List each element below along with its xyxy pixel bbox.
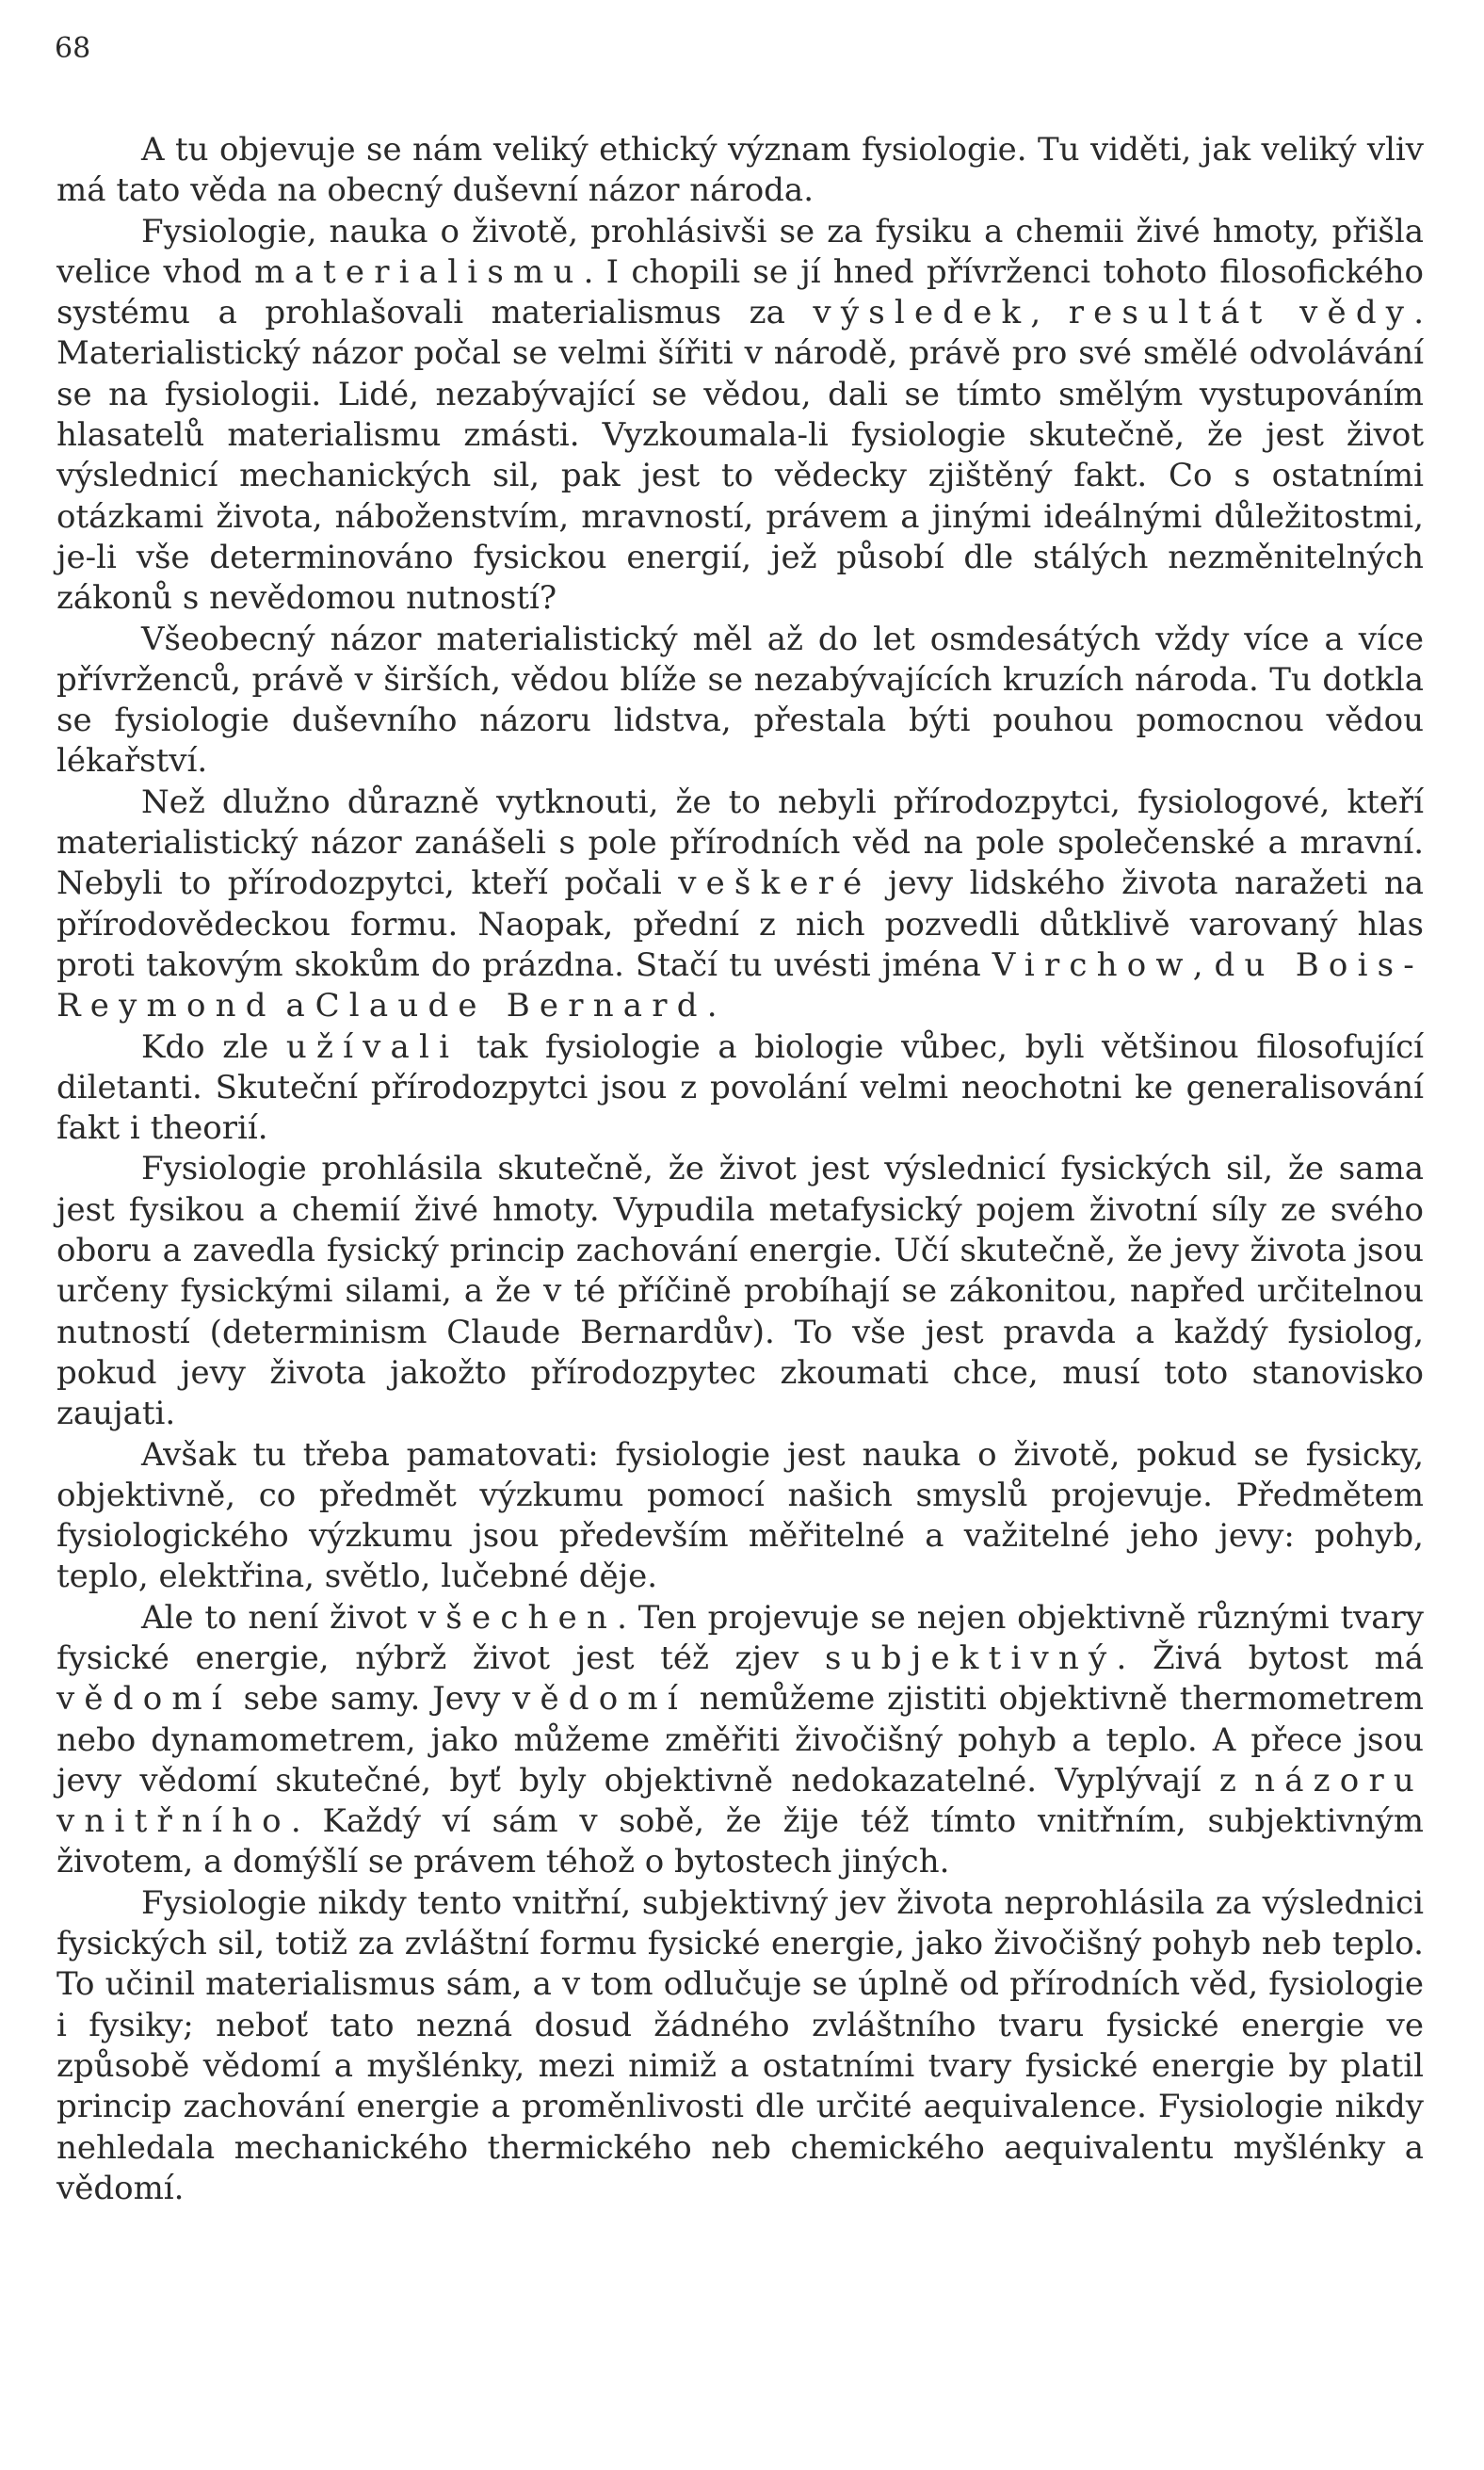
emphasized-text: vědy [1299,294,1414,332]
emphasized-text: Virchow [992,945,1193,984]
paragraph: Kdo zle užívali tak fysiologie a biologie vůbec, byli většinou filosofující diletanti. Skuteční přírodozpytci jsou z povolání velmi neochotni ke generalisování fakt i theorií. [56,1027,1424,1148]
body-text [56,130,1424,2209]
emphasized-text: Claude Bernard [315,987,707,1025]
paragraph: Ale to není život všechen. Ten projevuje se nejen objektivně různými tvary fysické energie, nýbrž život jest též zjev subjektivný. Živá bytost má vědomí sebe samy. Jevy vědomí nemůžeme zjistiti objektivně thermometrem nebo dynamometrem, jako můžeme změřiti živočišný pohyb a teplo. A přece jsou jevy vědomí skutečné, byť byly objektivně nedokazatelné. Vyplývají z názoru vnitřního. Každý ví sám v sobě, že žije též tímto vnitřním, subjektivným životem, a domýšlí se právem téhož o bytostech jiných. [56,1598,1424,1881]
emphasized-text: du Bois-Reymond [56,945,1424,1025]
emphasized-text: vnitřního [56,1802,291,1841]
emphasized-text: resultát [1068,294,1272,332]
emphasized-text: veškeré [678,864,872,903]
emphasized-text: subjektivný [825,1639,1117,1677]
emphasized-text: všechen [417,1598,618,1637]
paragraph: Fysiologie nikdy tento vnitřní, subjektivný jev života neprohlásila za výslednici fysických sil, totiž za zvláštní formu fysické energie, jako živočišný pohyb neb teplo. To učinil materialismus sám, a v tom odlučuje se úplně od přírodních věd, fysiologie i fysiky; neboť tato nezná dosud žádného zvláštního tvaru fysické energie ve způsobě vědomí a myšlénky, mezi nimiž a ostatními tvary fysické energie by platil princip zachování energie a proměnlivosti dle určité aequivalence. Fysiologie nikdy nehledala mechanického thermického neb chemického aequivalentu myšlénky a vědomí. [56,1883,1424,2207]
page-number: 68 [55,32,91,65]
emphasized-text: užívali [285,1027,460,1066]
paragraph: Avšak tu třeba pamatovati: fysiologie jest nauka o životě, pokud se fysicky, objektivně, co předmět výzkumu pomocí našich smyslů projevuje. Předmětem fysiologického výzkumu jsou především měřitelné a važitelné jeho jevy: pohyb, teplo, elektřina, světlo, lučebné děje. [56,1435,1424,1596]
emphasized-text: vědomí [56,1680,232,1719]
emphasized-text: názoru [1254,1761,1424,1800]
paragraph: Všeobecný názor materialistický měl až do let osmdesátých vždy více a více přívrženců, právě v širších, vědou blíže se nezabývajících kruzích národa. Tu dotkla se fysiologie duševního názoru lidstva, přestala býti pouhou pomocnou vědou lékařství. [56,620,1424,781]
paragraph: Než dlužno důrazně vytknouti, že to nebyli přírodozpytci, fysiologové, kteří materialistický názor zanášeli s pole přírodních věd na pole společenské a mravní. Nebyli to přírodozpytci, kteří počali veškeré jevy lidského života naražeti na přírodovědeckou formu. Naopak, přední z nich pozvedli důtklivě varovaný hlas proti takovým skokům do prázdna. Stačí tu uvésti jména Virchow, du Bois-Reymond a Claude Bernard. [56,783,1424,1025]
paragraph: A tu objevuje se nám veliký ethický význam fysiologie. Tu viděti, jak veliký vliv má tato věda na obecný duševní názor národa. [56,131,1424,210]
paragraph: Fysiologie prohlásila skutečně, že život jest výslednicí fysických sil, že sama jest fysikou a chemií živé hmoty. Vypudila metafysický pojem životní síly ze svého oboru a zavedla fysický princip zachování energie. Učí skutečně, že jevy života jsou určeny fysickými silami, a že v té příčině probíhají se zákonitou, napřed určitelnou nutností (determinism Claude Bernardův). To vše jest pravda a každý fysiolog, pokud jevy života jakožto přírodozpytec zkoumati chce, musí toto stanovisko zaujati. [56,1150,1424,1433]
emphasized-text: materialismu [254,252,584,291]
emphasized-text: vědomí [512,1680,687,1719]
paragraph: Fysiologie, nauka o životě, prohlásivši se za fysiku a chemii živé hmoty, přišla velice vhod materialismu. I chopili se jí hned přívrženci tohoto filosofického systému a prohlašovali materialismus za výsledek, resultát vědy. Materialistický názor počal se velmi šířiti v národě, právě pro své smělé odvolávání se na fysiologii. Lidé, nezabývající se vědou, dali se tímto smělým vystupováním hlasatelů materialismu zmásti. Vyzkoumala-li fysiologie skutečně, že jest život výslednicí mechanických sil, pak jest to vědecky zjištěný fakt. Co s ostatními otázkami života, náboženstvím, mravností, právem a jinými ideálnými důležitostmi, je-li vše determinováno fysickou energií, jež působí dle stálých nezměnitelných zákonů s nevědomou nutností? [56,212,1425,618]
emphasized-text: výsledek [813,294,1031,332]
